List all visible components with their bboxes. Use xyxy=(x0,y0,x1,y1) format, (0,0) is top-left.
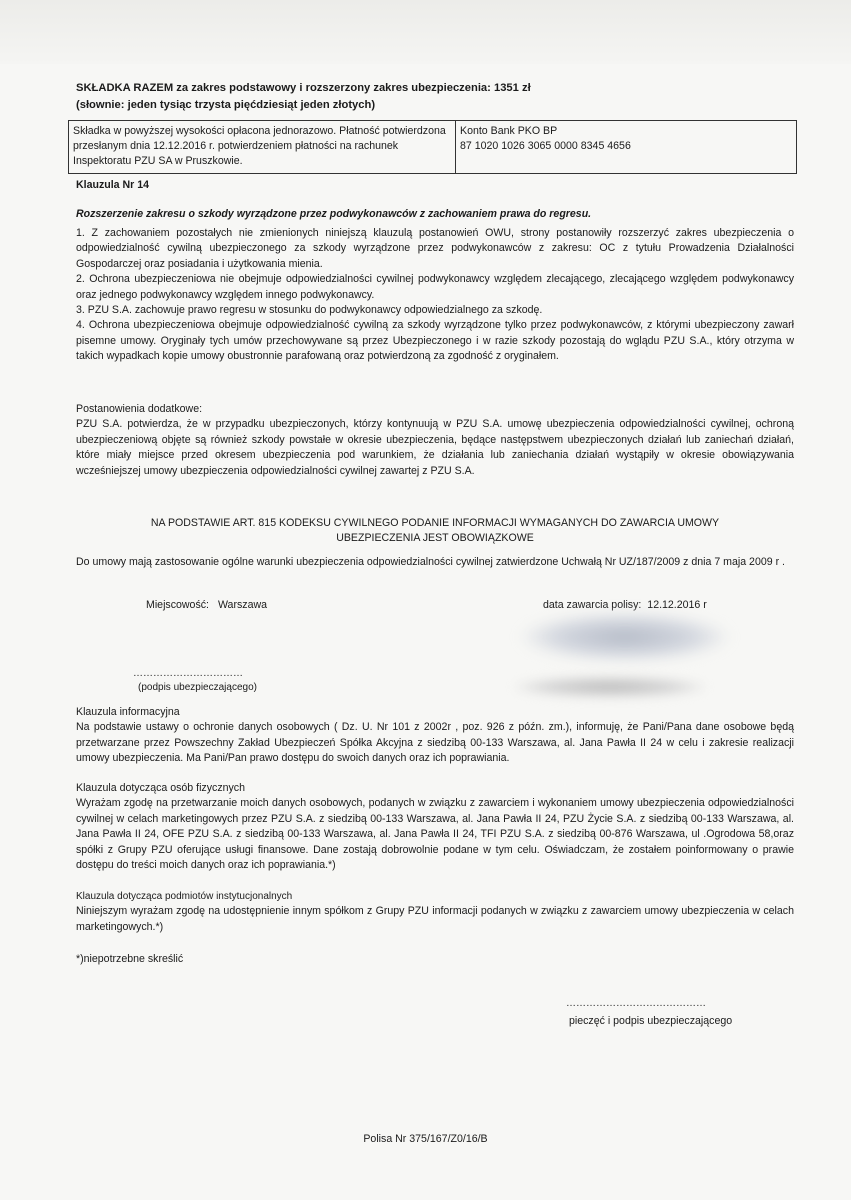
additional-provisions xyxy=(76,402,794,479)
clause-14-subtitle: Rozszerzenie zakresu o szkody wyrządzone przez podwykonawców z zachowaniem prawa do regresu. xyxy=(76,208,592,220)
insured-signature-label: (podpis ubezpieczającego) xyxy=(138,682,257,693)
information-clause-title: Klauzula informacyjna xyxy=(76,706,180,718)
clause-item: 2. Ochrona ubezpieczeniowa nie obejmuje odpowiedzialności cywilnej podwykonawcy względem zlecającego, zlecającego względem podwykonawcy oraz jednego podwykonawcy względem innego podwykonawcy. xyxy=(76,273,794,301)
redacted-stamp xyxy=(515,676,705,698)
payment-box xyxy=(68,120,797,174)
clause-item: 3. PZU S.A. zachowuje prawo regresu w stosunku do podwykonawcy odpowiedzialnego za szkodę. xyxy=(76,304,543,317)
individuals-clause-title: Klauzula dotycząca osób fizycznych xyxy=(76,782,245,794)
premium-in-words: (słownie: jeden tysiąc trzysta pięćdziesiąt jeden złotych) xyxy=(76,99,376,111)
art-815-notice xyxy=(76,516,794,547)
policy-number: Polisa Nr 375/167/Z0/16/B xyxy=(363,1133,488,1145)
place-field xyxy=(146,598,267,613)
clause-item: 4. Ochrona ubezpieczeniowa obejmuje odpowiedzialność cywilną za szkody wyrządzone tylko przez podwykonawców, z którymi ubezpieczony zawarł pisemne umowy. Oryginały tych umów przechowywane są przez Ubezpieczonego i w razie szkody pozostają do wglądu PZU S.A., który otrzyma w takich wypadkach kopie umowy obustronnie parafowaną oraz potwierdzoną za zgodność z oryginałem. xyxy=(76,319,794,363)
bank-account-cell xyxy=(456,121,635,173)
information-clause xyxy=(76,705,794,767)
art-815-line-2: UBEZPIECZENIA JEST OBOWIĄZKOWE xyxy=(336,532,534,545)
date-value: 12.12.2016 r xyxy=(647,599,707,611)
institutional-clause xyxy=(76,889,794,935)
insurer-signature-dots: …………………………………… xyxy=(566,998,706,1009)
place-label: Miejscowość: xyxy=(146,599,209,611)
date-label: data zawarcia polisy: xyxy=(543,599,642,611)
art-815-line-1: NA PODSTAWIE ART. 815 KODEKSU CYWILNEGO PODANIE INFORMACJI WYMAGANYCH DO ZAWARCIA UMOWY xyxy=(150,517,720,529)
redacted-signature xyxy=(520,612,730,662)
general-terms-text: Do umowy mają zastosowanie ogólne warunki ubezpieczenia odpowiedzialności cywilnej zatwierdzone Uchwałą Nr UZ/187/2009 z dnia 7 maja 2009 r . xyxy=(76,556,785,568)
clause-14-items xyxy=(76,226,794,365)
individuals-clause-text: Wyrażam zgodę na przetwarzanie moich danych osobowych, podanych w związku z zawarciem i wykonaniem umowy ubezpieczenia odpowiedzialności cywilnej w celach marketingowych przez PZU S.A. z siedzibą 00-133 Warszawa, al. Jana Pawła II 24, PZU Życie S.A. z siedzibą 00-133 Warszawa, al. Jana Pawła II 24, OFE PZU S.A. z siedzibą 00-133 Warszawa, al. Jana Pawła II 24, TFI PZU S.A. z siedzibą 00-876 Warszawa, ul .Ogrodowa 58,oraz spółki z Grupy PZU oferujące usługi finansowe. Dane zostają dobrowolnie podane w tym celu. Oświadczam, że zostałem poinformowany o prawie dostępu do treści moich danych oraz ich poprawiania.*) xyxy=(76,797,794,872)
insurer-signature-label: pieczęć i podpis ubezpieczającego xyxy=(569,1015,733,1027)
bank-account-number: 87 1020 1026 3065 0000 8345 4656 xyxy=(460,140,631,152)
clause-14-title: Klauzula Nr 14 xyxy=(76,179,150,191)
additional-provisions-title: Postanowienia dodatkowe: xyxy=(76,403,203,415)
institutional-clause-title: Klauzula dotycząca podmiotów instytucjonalnych xyxy=(76,891,293,902)
scan-top-band xyxy=(0,0,851,64)
payment-confirmation-text: Składka w powyższej wysokości opłacona jednorazowo. Płatność potwierdzona przesłanym dnia 12.12.2016 r. potwierdzeniem płatności na rachunek Inspektoratu PZU SA w Pruszkowie. xyxy=(69,121,456,173)
place-value: Warszawa xyxy=(217,599,268,611)
additional-provisions-text: PZU S.A. potwierdza, że w przypadku ubezpieczonych, którzy kontynuują w PZU S.A. umowę ubezpieczenia odpowiedzialności cywilnej, ochroną ubezpieczeniową objęte są również szkody powstałe w okresie ubezpieczenia, będące następstwem ubezpieczonych działań lub zaniechań działań, które miały miejsce przed okresem ubezpieczenia pod warunkiem, że działania lub zaniechania działań wystąpiły w okresie obowiązywania wcześniejszej umowy ubezpieczenia odpowiedzialności cywilnej zawartej z PZU S.A. xyxy=(76,418,794,477)
bank-name: Konto Bank PKO BP xyxy=(460,125,558,137)
institutional-clause-text: Niniejszym wyrażam zgodę na udostępnienie innym spółkom z Grupy PZU informacji podanych w związku z zawarciem umowy ubezpieczenia w celach marketingowych.*) xyxy=(76,905,794,933)
insured-signature-dots: …………………………… xyxy=(133,668,243,679)
individuals-clause xyxy=(76,781,794,873)
footnote: *)niepotrzebne skreślić xyxy=(76,953,184,965)
clause-item: 1. Z zachowaniem pozostałych nie zmienionych niniejszą klauzulą postanowień OWU, strony postanowiły rozszerzyć zakres ubezpieczenia o odpowiedzialność cywilną ubezpieczonego za szkody wyrządzone przez podwykonawców z zakresu: OC z tytułu Prowadzenia Działalności Gospodarczej oraz posiadania i użytkowania mienia. xyxy=(76,227,794,270)
information-clause-text: Na podstawie ustawy o ochronie danych osobowych ( Dz. U. Nr 101 z 2002r , poz. 926 z późn. zm.), informuję, że Pani/Pana dane osobowe będą przetwarzane przez Powszechny Zakład Ubezpieczeń Spółka Akcyjna z siedzibą 00-133 Warszawa, al. Jana Pawła II 24 w celu i zakresie realizacji umowy ubezpieczenia. Ma Pani/Pan prawo dostępu do swoich danych oraz ich poprawiania. xyxy=(76,721,794,765)
premium-total-heading: SKŁADKA RAZEM za zakres podstawowy i rozszerzony zakres ubezpieczenia: 1351 zł xyxy=(76,82,531,94)
